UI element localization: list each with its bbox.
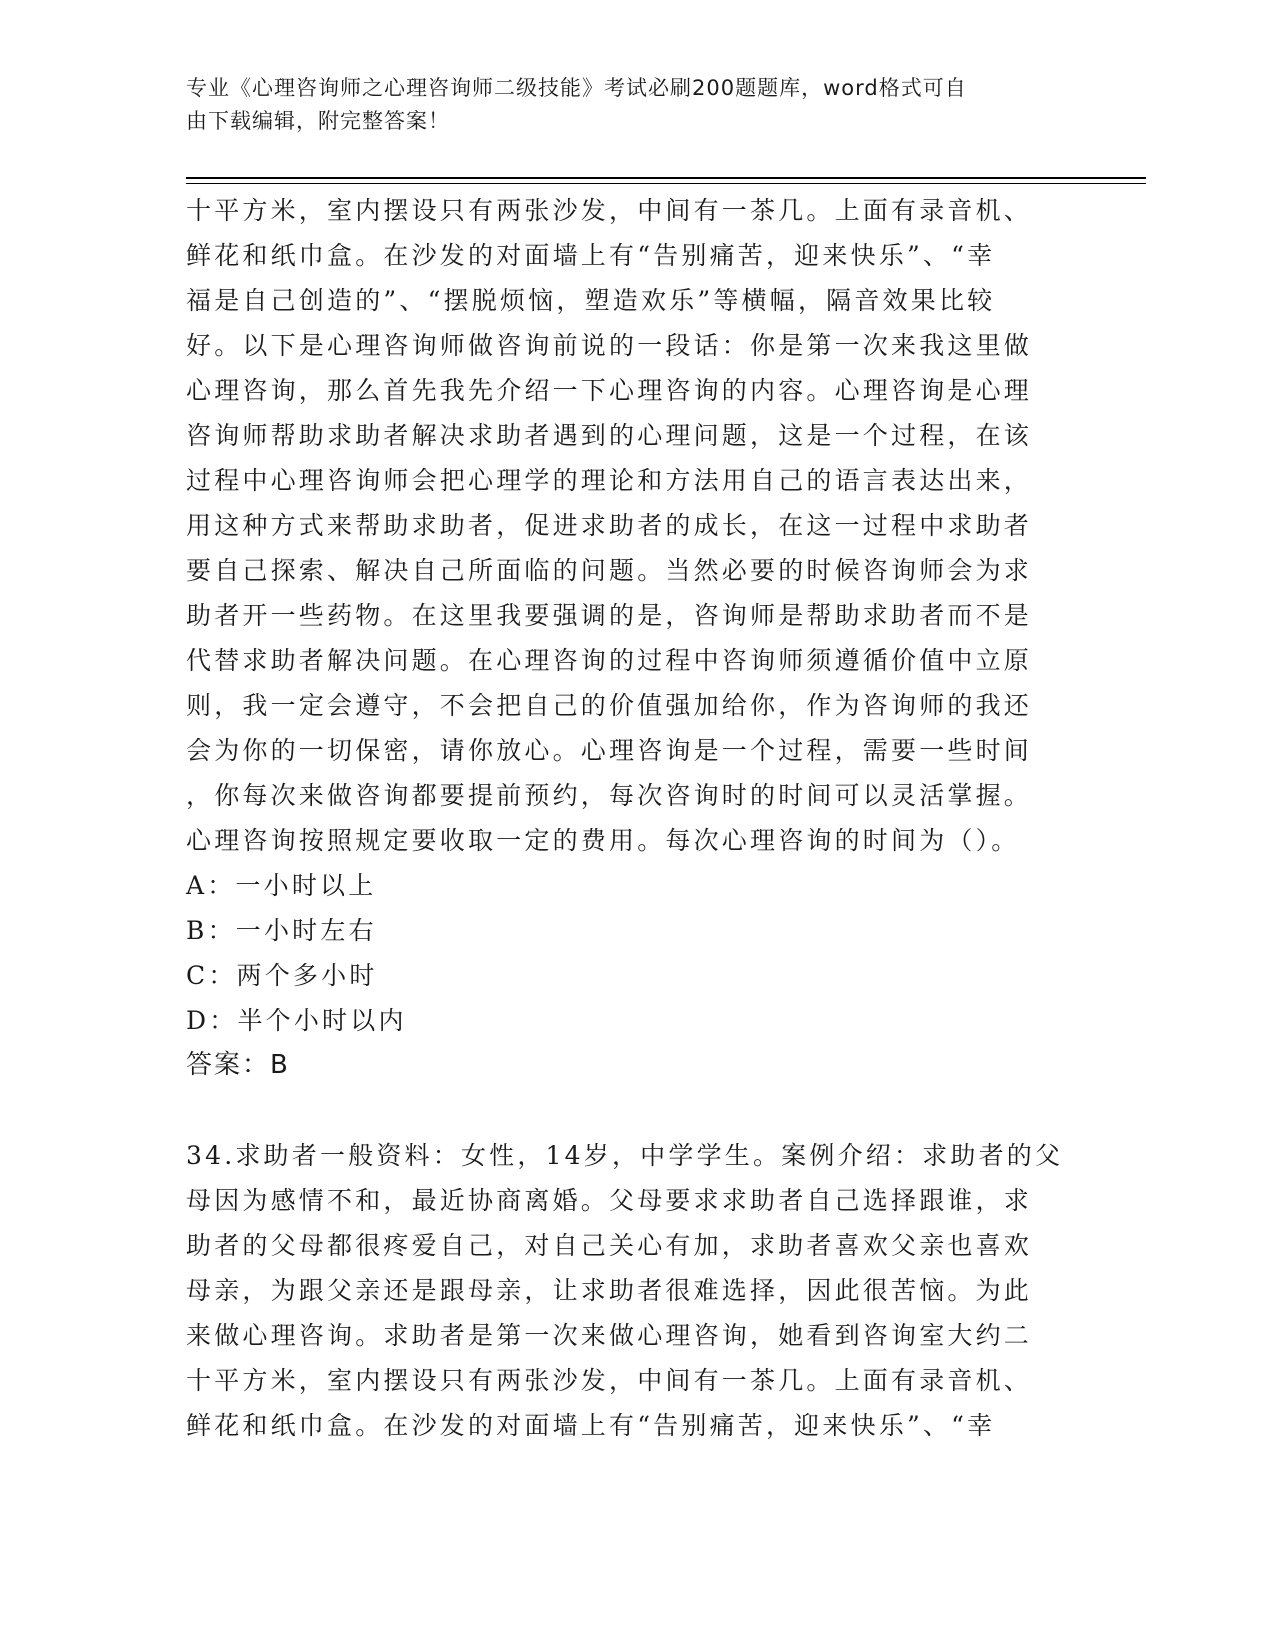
text-line: 咨询师帮助求助者解决求助者遇到的心理问题，这是一个过程，在该 [186,421,1033,450]
text-line: 助者开一些药物。在这里我要强调的是，咨询师是帮助求助者而不是 [186,601,1033,630]
question-33 [186,188,1086,1088]
text-line: 母因为感情不和，最近协商离婚。父母要求求助者自己选择跟谁，求 [186,1186,1033,1215]
document-body [186,188,1086,1448]
text-line: 鲜花和纸巾盒。在沙发的对面墙上有“告别痛苦，迎来快乐”、“幸 [186,1411,996,1440]
text-line: 鲜花和纸巾盒。在沙发的对面墙上有“告别痛苦，迎来快乐”、“幸 [186,241,996,270]
question-34 [186,1133,1086,1448]
text-line: 来做心理咨询。求助者是第一次来做心理咨询，她看到咨询室大约二 [186,1321,1033,1350]
text-line: 则，我一定会遵守，不会把自己的价值强加给你，作为咨询师的我还 [186,691,1033,720]
option-d: D：半个小时以内 [186,1006,407,1035]
page-header [186,72,1086,138]
header-rule-thin [186,183,1146,184]
header-line-1: 专业《心理咨询师之心理咨询师二级技能》考试必刷200题题库，word格式可自 [186,76,967,100]
text-line: 过程中心理咨询师会把心理学的理论和方法用自己的语言表达出来， [186,466,1033,495]
text-line: 福是自己创造的”、“摆脱烦恼，塑造欢乐”等横幅，隔音效果比较 [186,286,996,315]
text-line: 代替求助者解决问题。在心理咨询的过程中咨询师须遵循价值中立原 [186,646,1033,675]
option-b: B：一小时左右 [186,916,377,945]
text-line: ，你每次来做咨询都要提前预约，每次咨询时的时间可以灵活掌握。 [186,781,1033,810]
option-c: C：两个多小时 [186,961,378,990]
text-line: 34.求助者一般资料：女性，14岁，中学学生。案例介绍：求助者的父 [186,1141,1064,1170]
answer-line: 答案：B [186,1050,290,1080]
text-line: 会为你的一切保密，请你放心。心理咨询是一个过程，需要一些时间 [186,736,1033,765]
option-a: A：一小时以上 [186,871,377,900]
text-line: 心理咨询，那么首先我先介绍一下心理咨询的内容。心理咨询是心理 [186,376,1033,405]
text-line: 助者的父母都很疼爱自己，对自己关心有加，求助者喜欢父亲也喜欢 [186,1231,1033,1260]
text-line: 母亲，为跟父亲还是跟母亲，让求助者很难选择，因此很苦恼。为此 [186,1276,1033,1305]
text-line: 好。以下是心理咨询师做咨询前说的一段话：你是第一次来我这里做 [186,331,1033,360]
header-rule-thick [186,177,1146,179]
text-line: 十平方米，室内摆设只有两张沙发，中间有一茶几。上面有录音机、 [186,1366,1033,1395]
text-line: 心理咨询按照规定要收取一定的费用。每次心理咨询的时间为（）。 [186,826,1020,855]
header-line-2: 由下载编辑，附完整答案！ [186,109,450,133]
text-line: 要自己探索、解决自己所面临的问题。当然必要的时候咨询师会为求 [186,556,1033,585]
question-spacer [186,1088,1086,1133]
text-line: 用这种方式来帮助求助者，促进求助者的成长，在这一过程中求助者 [186,511,1033,540]
text-line: 十平方米，室内摆设只有两张沙发，中间有一茶几。上面有录音机、 [186,196,1033,225]
